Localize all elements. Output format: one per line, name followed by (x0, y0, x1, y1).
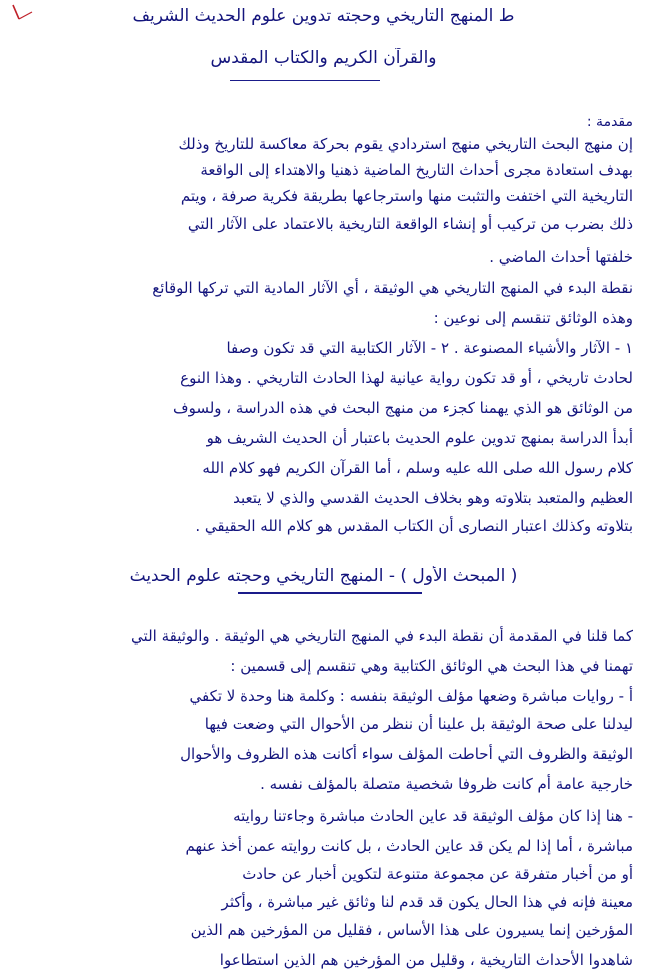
intro-line: وهذه الوثائق تنقسم إلى نوعين : (433, 309, 633, 327)
section-line: شاهدوا الأحداث التاريخية ، وقليل من المؤرخين هم الذين استطاعوا (219, 951, 633, 969)
document-title-line-2: والقرآن الكريم والكتاب المقدس (210, 48, 437, 68)
intro-line: بهدف استعادة مجرى أحداث التاريخ الماضية ذهنيا والاهتداء إلى الواقعة (200, 161, 633, 179)
intro-line: خلفتها أحداث الماضي . (489, 248, 633, 266)
section-heading: ( المبحث الأول ) - المنهج التاريخي وحجته علوم الحديث (129, 566, 518, 586)
intro-line: أبدأ الدراسة بمنهج تدوين علوم الحديث باعتبار أن الحديث الشريف هو (206, 429, 633, 447)
intro-line: بتلاوته وكذلك اعتبار النصارى أن الكتاب المقدس هو كلام الله الحقيقي . (195, 517, 633, 535)
section-line: تهمنا في هذا البحث هي الوثائق الكتابية وهي تنقسم إلى قسمين : (230, 657, 633, 675)
section-line: مباشرة ، أما إذا لم يكن قد عاين الحادث ، بل كانت روايته عمن أخذ عنهم (185, 837, 633, 855)
section-line: المؤرخين إنما يسيرون على هذا الأساس ، فقليل من المؤرخين هم الذين (190, 921, 633, 939)
intro-label: مقدمة : (586, 114, 633, 130)
section-line: ليدلنا على صحة الوثيقة بل علينا أن ننظر من الأحوال التي وضعت فيها (204, 715, 633, 733)
intro-line: التاريخية التي اختفت والتثبت منها واسترجاعها بطريقة فكرية صرفة ، ويتم (180, 187, 633, 205)
section-line: كما قلنا في المقدمة أن نقطة البدء في المنهج التاريخي هي الوثيقة . والوثيقة التي (131, 627, 633, 645)
intro-line: إن منهج البحث التاريخي منهج استردادي يقوم بحركة معاكسة للتاريخ وذلك (178, 135, 633, 153)
document-title-line-1: ط المنهج التاريخي وحجته تدوين علوم الحديث الشريف (132, 6, 515, 26)
intro-line: لحادث تاريخي ، أو قد تكون رواية عيانية لهذا الحادث التاريخي . وهذا النوع (180, 369, 633, 387)
section-line: أ - روايات مباشرة وضعها مؤلف الوثيقة بنفسه : وكلمة هنا وحدة لا تكفي (189, 687, 633, 705)
intro-line: نقطة البدء في المنهج التاريخي هي الوثيقة ، أي الآثار المادية التي تركها الوقائع (152, 279, 633, 297)
title-underline (230, 80, 380, 81)
intro-line: كلام رسول الله صلى الله عليه وسلم ، أما القرآن الكريم فهو كلام الله (202, 459, 633, 477)
section-line: أو من أخبار متفرقة عن مجموعة متنوعة لتكوين أخبار عن حادث (242, 865, 633, 883)
section-line: الوثيقة والظروف التي أحاطت المؤلف سواء أكانت هذه الظروف والأحوال (180, 745, 633, 763)
section-line: خارجية عامة أم كانت ظروفا شخصية متصلة بالمؤلف نفسه . (260, 775, 633, 793)
intro-line: من الوثائق هو الذي يهمنا كجزء من منهج البحث في هذه الدراسة ، ولسوف (173, 399, 633, 417)
section-line: معينة فإنه في هذا الحال يكون قد قدم لنا وثائق غير مباشرة ، وأكثر (221, 893, 633, 911)
section-heading-underline (238, 592, 422, 594)
section-line: - هنا إذا كان مؤلف الوثيقة قد عاين الحادث مباشرة وجاءتنا روايته (233, 807, 633, 825)
intro-line: العظيم والمتعبد بتلاوته وهو بخلاف الحديث القدسي والذي لا يتعبد (233, 489, 633, 507)
intro-line: ذلك بضرب من تركيب أو إنشاء الواقعة التاريخية بالاعتماد على الآثار التي (187, 215, 633, 233)
intro-line: ١ - الآثار والأشياء المصنوعة . ٢ - الآثار الكتابية التي قد تكون وصفا (226, 339, 633, 357)
